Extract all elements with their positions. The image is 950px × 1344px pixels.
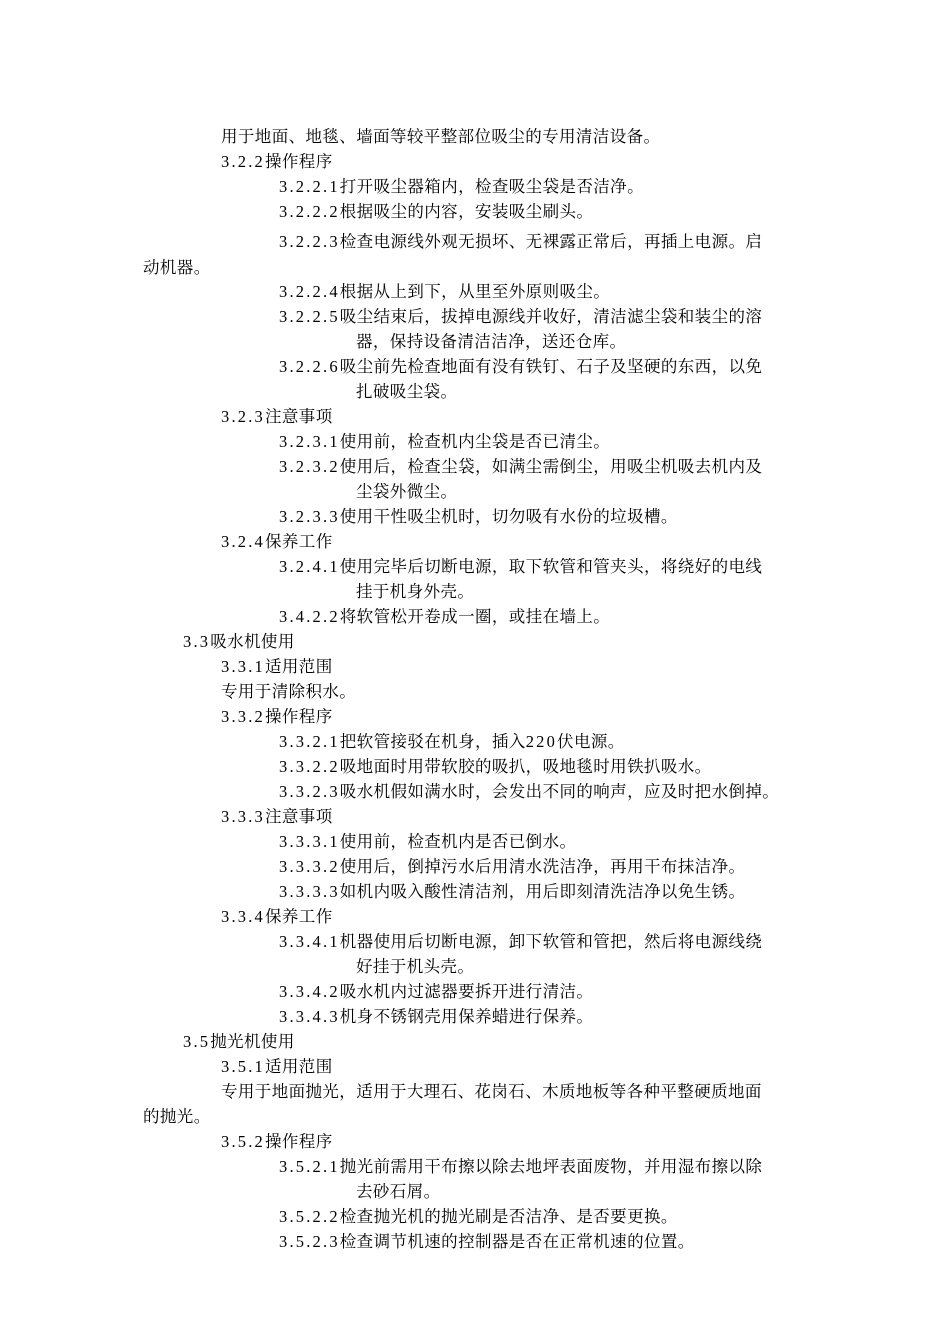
- item-3-3-4-3: 3.3.4.3机身不锈钢壳用保养蜡进行保养。: [279, 1007, 594, 1026]
- item-3-2-2-6: 3.2.2.6吸尘前先检查地面有没有铁钉、石子及坚硬的东西，以免: [279, 357, 763, 376]
- item-3-3-4-1-cont: 好挂于机头壳。: [356, 957, 475, 976]
- text-line: 专用于清除积水。: [221, 682, 357, 701]
- heading-3-5: 3.5抛光机使用: [183, 1032, 295, 1051]
- heading-3-3-1: 3.3.1适用范围: [221, 657, 333, 676]
- item-3-3-3-3: 3.3.3.3如机内吸入酸性清洁剂，用后即刻清洗洁净以免生锈。: [279, 882, 746, 901]
- item-3-2-2-1: 3.2.2.1打开吸尘器箱内，检查吸尘袋是否洁净。: [279, 177, 644, 196]
- item-3-2-2-5: 3.2.2.5吸尘结束后，拔掉电源线并收好，清洁滤尘袋和装尘的溶: [279, 307, 763, 326]
- heading-3-3: 3.3吸水机使用: [183, 632, 295, 651]
- item-3-3-2-2: 3.3.2.2吸地面时用带软胶的吸扒，吸地毯时用铁扒吸水。: [279, 757, 712, 776]
- heading-3-2-2: 3.2.2操作程序: [221, 152, 333, 171]
- item-3-2-3-2: 3.2.3.2使用后，检查尘袋，如满尘需倒尘，用吸尘机吸去机内及: [279, 457, 763, 476]
- heading-3-5-1: 3.5.1适用范围: [221, 1057, 333, 1076]
- heading-3-5-2: 3.5.2操作程序: [221, 1132, 333, 1151]
- item-3-5-2-1: 3.5.2.1抛光前需用干布擦以除去地坪表面废物，并用湿布擦以除: [279, 1157, 763, 1176]
- heading-3-3-3: 3.3.3注意事项: [221, 807, 333, 826]
- item-3-2-3-1: 3.2.3.1使用前，检查机内尘袋是否已清尘。: [279, 432, 611, 451]
- item-3-3-4-2: 3.3.4.2吸水机内过滤器要拆开进行清洁。: [279, 982, 594, 1001]
- item-3-5-2-1-cont: 去砂石屑。: [356, 1182, 441, 1201]
- item-3-3-3-1: 3.3.3.1使用前，检查机内是否已倒水。: [279, 832, 577, 851]
- text-line: 用于地面、地毯、墙面等较平整部位吸尘的专用清洁设备。: [221, 127, 661, 146]
- item-3-3-2-3: 3.3.2.3吸水机假如满水时，会发出不同的响声，应及时把水倒掉。: [279, 782, 780, 801]
- item-3-4-2-2: 3.4.2.2将软管松开卷成一圈，或挂在墙上。: [279, 607, 611, 626]
- item-3-2-2-6-cont: 扎破吸尘袋。: [356, 382, 458, 401]
- heading-3-2-3: 3.2.3注意事项: [221, 407, 333, 426]
- item-3-2-3-3: 3.2.3.3使用干性吸尘机时，切勿吸有水份的垃圾槽。: [279, 507, 678, 526]
- item-3-2-2-3-cont: 动机器。: [143, 258, 211, 277]
- text-line-cont: 的抛光。: [143, 1107, 211, 1126]
- item-3-5-2-2: 3.5.2.2检查抛光机的抛光刷是否洁净、是否要更换。: [279, 1207, 678, 1226]
- item-3-2-3-2-cont: 尘袋外微尘。: [356, 482, 458, 501]
- heading-3-3-4: 3.3.4保养工作: [221, 907, 333, 926]
- item-3-3-2-1: 3.3.2.1把软管接驳在机身，插入220伏电源。: [279, 732, 625, 751]
- item-3-5-2-3: 3.5.2.3检查调节机速的控制器是否在正常机速的位置。: [279, 1232, 695, 1251]
- heading-3-3-2: 3.3.2操作程序: [221, 707, 333, 726]
- item-3-2-4-1: 3.2.4.1使用完毕后切断电源，取下软管和管夹头，将绕好的电线: [279, 557, 763, 576]
- item-3-2-2-5-cont: 器，保持设备清洁洁净，送还仓库。: [356, 332, 627, 351]
- item-3-2-2-2: 3.2.2.2根据吸尘的内容，安装吸尘刷头。: [279, 202, 594, 221]
- item-3-2-4-1-cont: 挂于机身外壳。: [356, 582, 475, 601]
- text-line: 专用于地面抛光，适用于大理石、花岗石、木质地板等各种平整硬质地面: [221, 1082, 762, 1101]
- item-3-2-2-3: 3.2.2.3检查电源线外观无损坏、无裸露正常后，再插上电源。启: [279, 232, 763, 251]
- item-3-2-2-4: 3.2.2.4根据从上到下，从里至外原则吸尘。: [279, 282, 611, 301]
- item-3-3-4-1: 3.3.4.1机器使用后切断电源，卸下软管和管把，然后将电源线绕: [279, 932, 763, 951]
- item-3-3-3-2: 3.3.3.2使用后，倒掉污水后用清水洗洁净，再用干布抹洁净。: [279, 857, 746, 876]
- heading-3-2-4: 3.2.4保养工作: [221, 532, 333, 551]
